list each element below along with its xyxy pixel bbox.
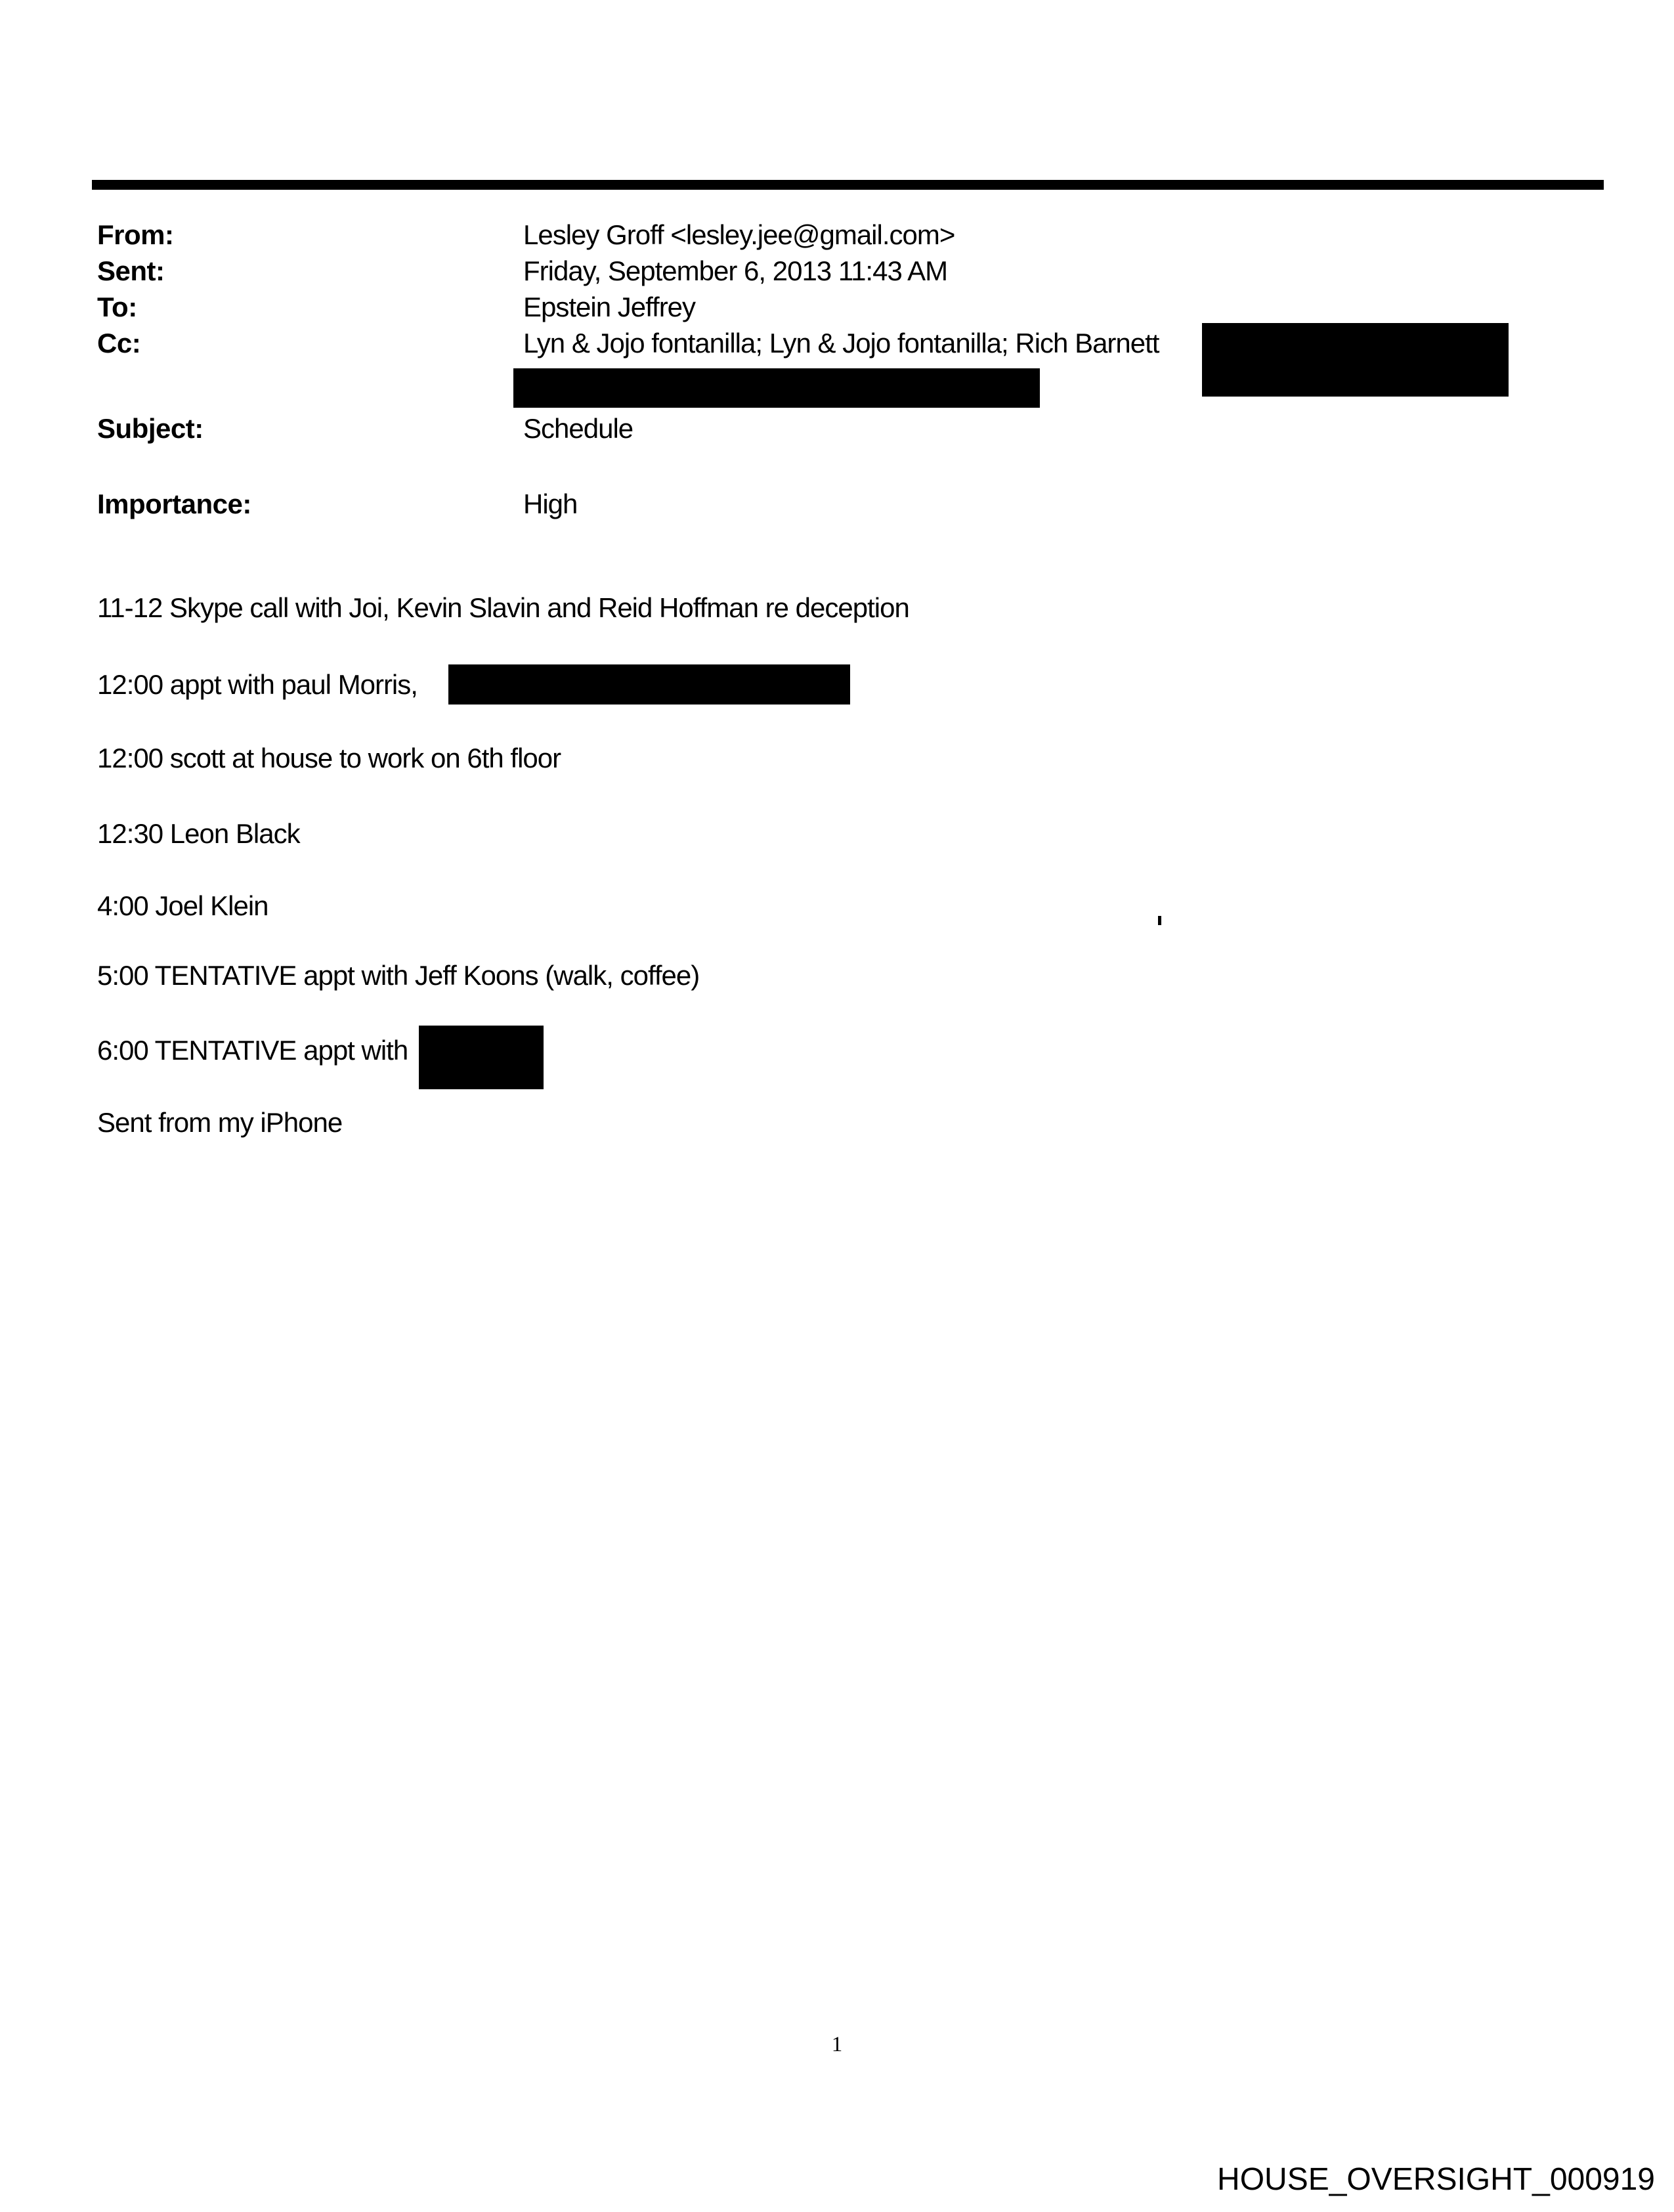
bates-number: HOUSE_OVERSIGHT_000919 xyxy=(1217,2162,1655,2197)
from-label: From: xyxy=(97,219,174,250)
cc-value: Lyn & Jojo fontanilla; Lyn & Jojo fontanilla; Rich Barnett xyxy=(523,328,1159,358)
body-line-appt-morris: 12:00 appt with paul Morris, xyxy=(97,669,418,700)
redaction-cc-line2 xyxy=(513,368,1040,408)
stray-tick-mark xyxy=(1158,916,1161,925)
signature-line: Sent from my iPhone xyxy=(97,1107,343,1138)
redaction-appt-6pm xyxy=(419,1026,544,1089)
body-line-joel-klein: 4:00 Joel Klein xyxy=(97,890,268,921)
subject-value: Schedule xyxy=(523,413,633,444)
header-row-sent xyxy=(97,257,947,285)
body-line-jeff-koons: 5:00 TENTATIVE appt with Jeff Koons (walk, coffee) xyxy=(97,960,700,991)
header-divider-rule xyxy=(92,180,1604,190)
body-line-skype-call: 11-12 Skype call with Joi, Kevin Slavin and Reid Hoffman re deception xyxy=(97,592,909,623)
sent-value: Friday, September 6, 2013 11:43 AM xyxy=(523,255,948,286)
header-row-subject xyxy=(97,415,633,443)
cc-label: Cc: xyxy=(97,328,141,358)
redaction-appt-morris xyxy=(448,664,850,705)
header-row-importance xyxy=(97,490,577,518)
header-row-from xyxy=(97,221,955,249)
sent-label: Sent: xyxy=(97,255,165,286)
to-value: Epstein Jeffrey xyxy=(523,292,696,322)
body-line-appt-6pm: 6:00 TENTATIVE appt with xyxy=(97,1035,408,1066)
to-label: To: xyxy=(97,292,137,322)
header-row-cc xyxy=(97,330,1159,357)
header-row-to xyxy=(97,293,695,321)
subject-label: Subject: xyxy=(97,413,204,444)
page-number: 1 xyxy=(831,2033,843,2056)
from-value: Lesley Groff <lesley.jee@gmail.com> xyxy=(523,219,955,250)
redaction-cc-line1 xyxy=(1202,323,1509,397)
importance-value: High xyxy=(523,488,578,519)
body-line-scott-house: 12:00 scott at house to work on 6th floor xyxy=(97,743,561,773)
body-line-leon-black: 12:30 Leon Black xyxy=(97,818,300,849)
importance-label: Importance: xyxy=(97,488,251,519)
